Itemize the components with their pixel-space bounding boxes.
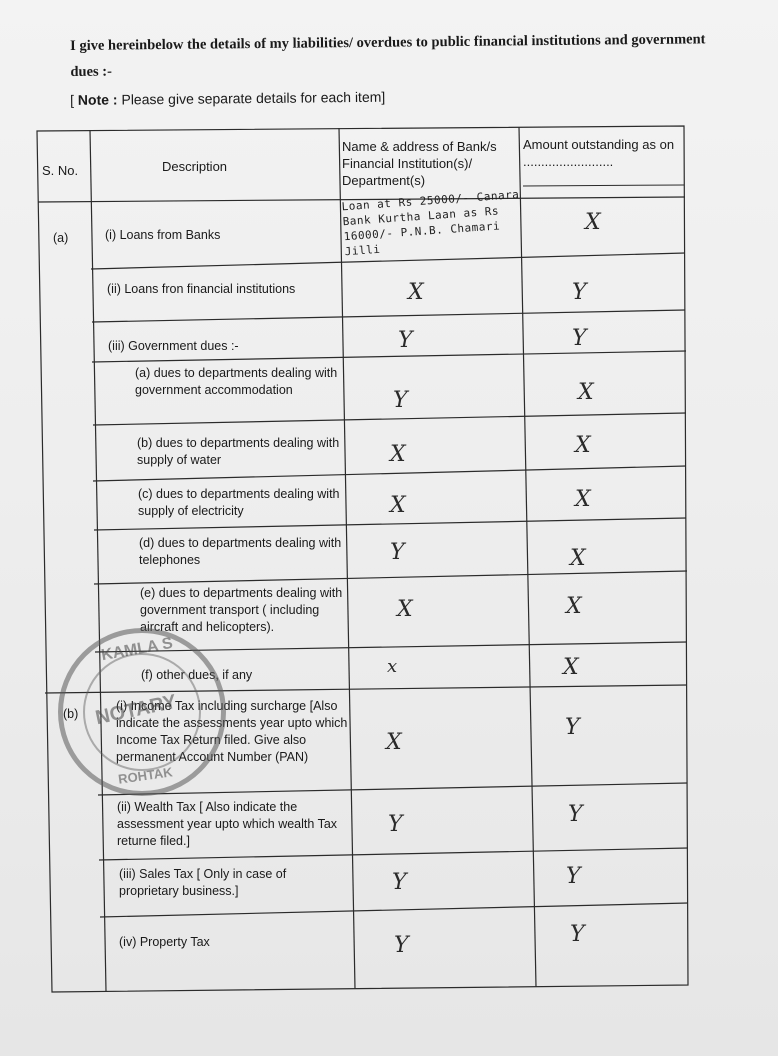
name-address-mark: Y (398, 328, 413, 353)
name-address-mark: Y (394, 933, 409, 958)
name-address-mark: X (408, 280, 424, 305)
amount-mark: X (563, 655, 579, 680)
row-description: (ii) Loans fron financial institutions (107, 282, 296, 296)
header-name-address: Name & address of Bank/s Financial Institution(s)/ Department(s) (342, 139, 497, 188)
amount-mark: Y (572, 326, 587, 351)
header-sno: S. No. (42, 163, 79, 178)
row-description: (iii) Sales Tax [ Only in case of proprietary business.] (119, 867, 287, 898)
amount-mark: Y (566, 864, 581, 889)
row-description: (i) Loans from Banks (105, 228, 221, 242)
name-address-mark: X (397, 597, 413, 622)
row-description: (iv) Property Tax (119, 935, 210, 949)
row-sno: (a) (53, 231, 69, 245)
row-description: (f) other dues, if any (141, 668, 253, 682)
note-text: Please give separate details for each item] (121, 88, 386, 108)
amount-mark: Y (565, 715, 580, 740)
amount-mark: Y (568, 802, 583, 827)
row-description: (e) dues to departments dealing with government transport ( including aircraft and helicopters). (140, 586, 343, 634)
notary-stamp (58, 628, 226, 796)
stamp-text-top: KAMLA S (99, 634, 175, 665)
name-address-mark: Y (392, 870, 407, 895)
amount-mark: X (566, 594, 582, 619)
amount-mark: Y (570, 922, 585, 947)
name-address-mark: X (386, 730, 402, 755)
note-open: [ (70, 91, 78, 108)
header-amount: Amount outstanding as on ......................... (523, 137, 675, 169)
amount-mark: X (578, 380, 594, 405)
amount-mark: X (575, 433, 591, 458)
amount-mark: X (570, 546, 586, 571)
name-address-mark: X (390, 493, 406, 518)
name-address-mark: Y (393, 388, 408, 413)
note-label: Note : (77, 91, 118, 108)
name-address-mark: x (387, 656, 398, 677)
name-address-mark: Y (390, 540, 405, 565)
amount-mark: X (585, 210, 601, 235)
row-sno: (b) (63, 707, 79, 721)
stamp-text-bottom: ROHTAK (117, 764, 174, 787)
row-description: (b) dues to departments dealing with supply of water (137, 436, 340, 467)
bank-details-handwritten: Loan at Rs 25000/- Canara Bank Kurtha Laan as Rs 16000/- P.N.B. Chamari Jilli (341, 187, 520, 259)
row-description: (i) Income Tax including surcharge [Also indicate the assessments year upto which Income Tax Return filed. Give also permanent Account Number (PAN) (116, 699, 348, 764)
row-description: (iii) Government dues :- (108, 339, 239, 353)
row-description: (d) dues to departments dealing with telephones (139, 536, 342, 567)
name-address-mark: Y (388, 812, 403, 837)
header-description: Description (162, 159, 228, 174)
row-description: (c) dues to departments dealing with supply of electricity (138, 487, 340, 518)
amount-mark: X (575, 487, 591, 512)
amount-mark: Y (572, 280, 587, 305)
stamp-text-center: NOTARY (93, 690, 179, 730)
row-description: (a) dues to departments dealing with government accommodation (135, 366, 338, 397)
name-address-mark: X (390, 442, 406, 467)
row-description: (ii) Wealth Tax [ Also indicate the assessment year upto which wealth Tax returne filed.] (117, 800, 338, 848)
page-heading: I give hereinbelow the details of my liabilities/ overdues to public financial institutions and government dues :- (70, 31, 706, 80)
